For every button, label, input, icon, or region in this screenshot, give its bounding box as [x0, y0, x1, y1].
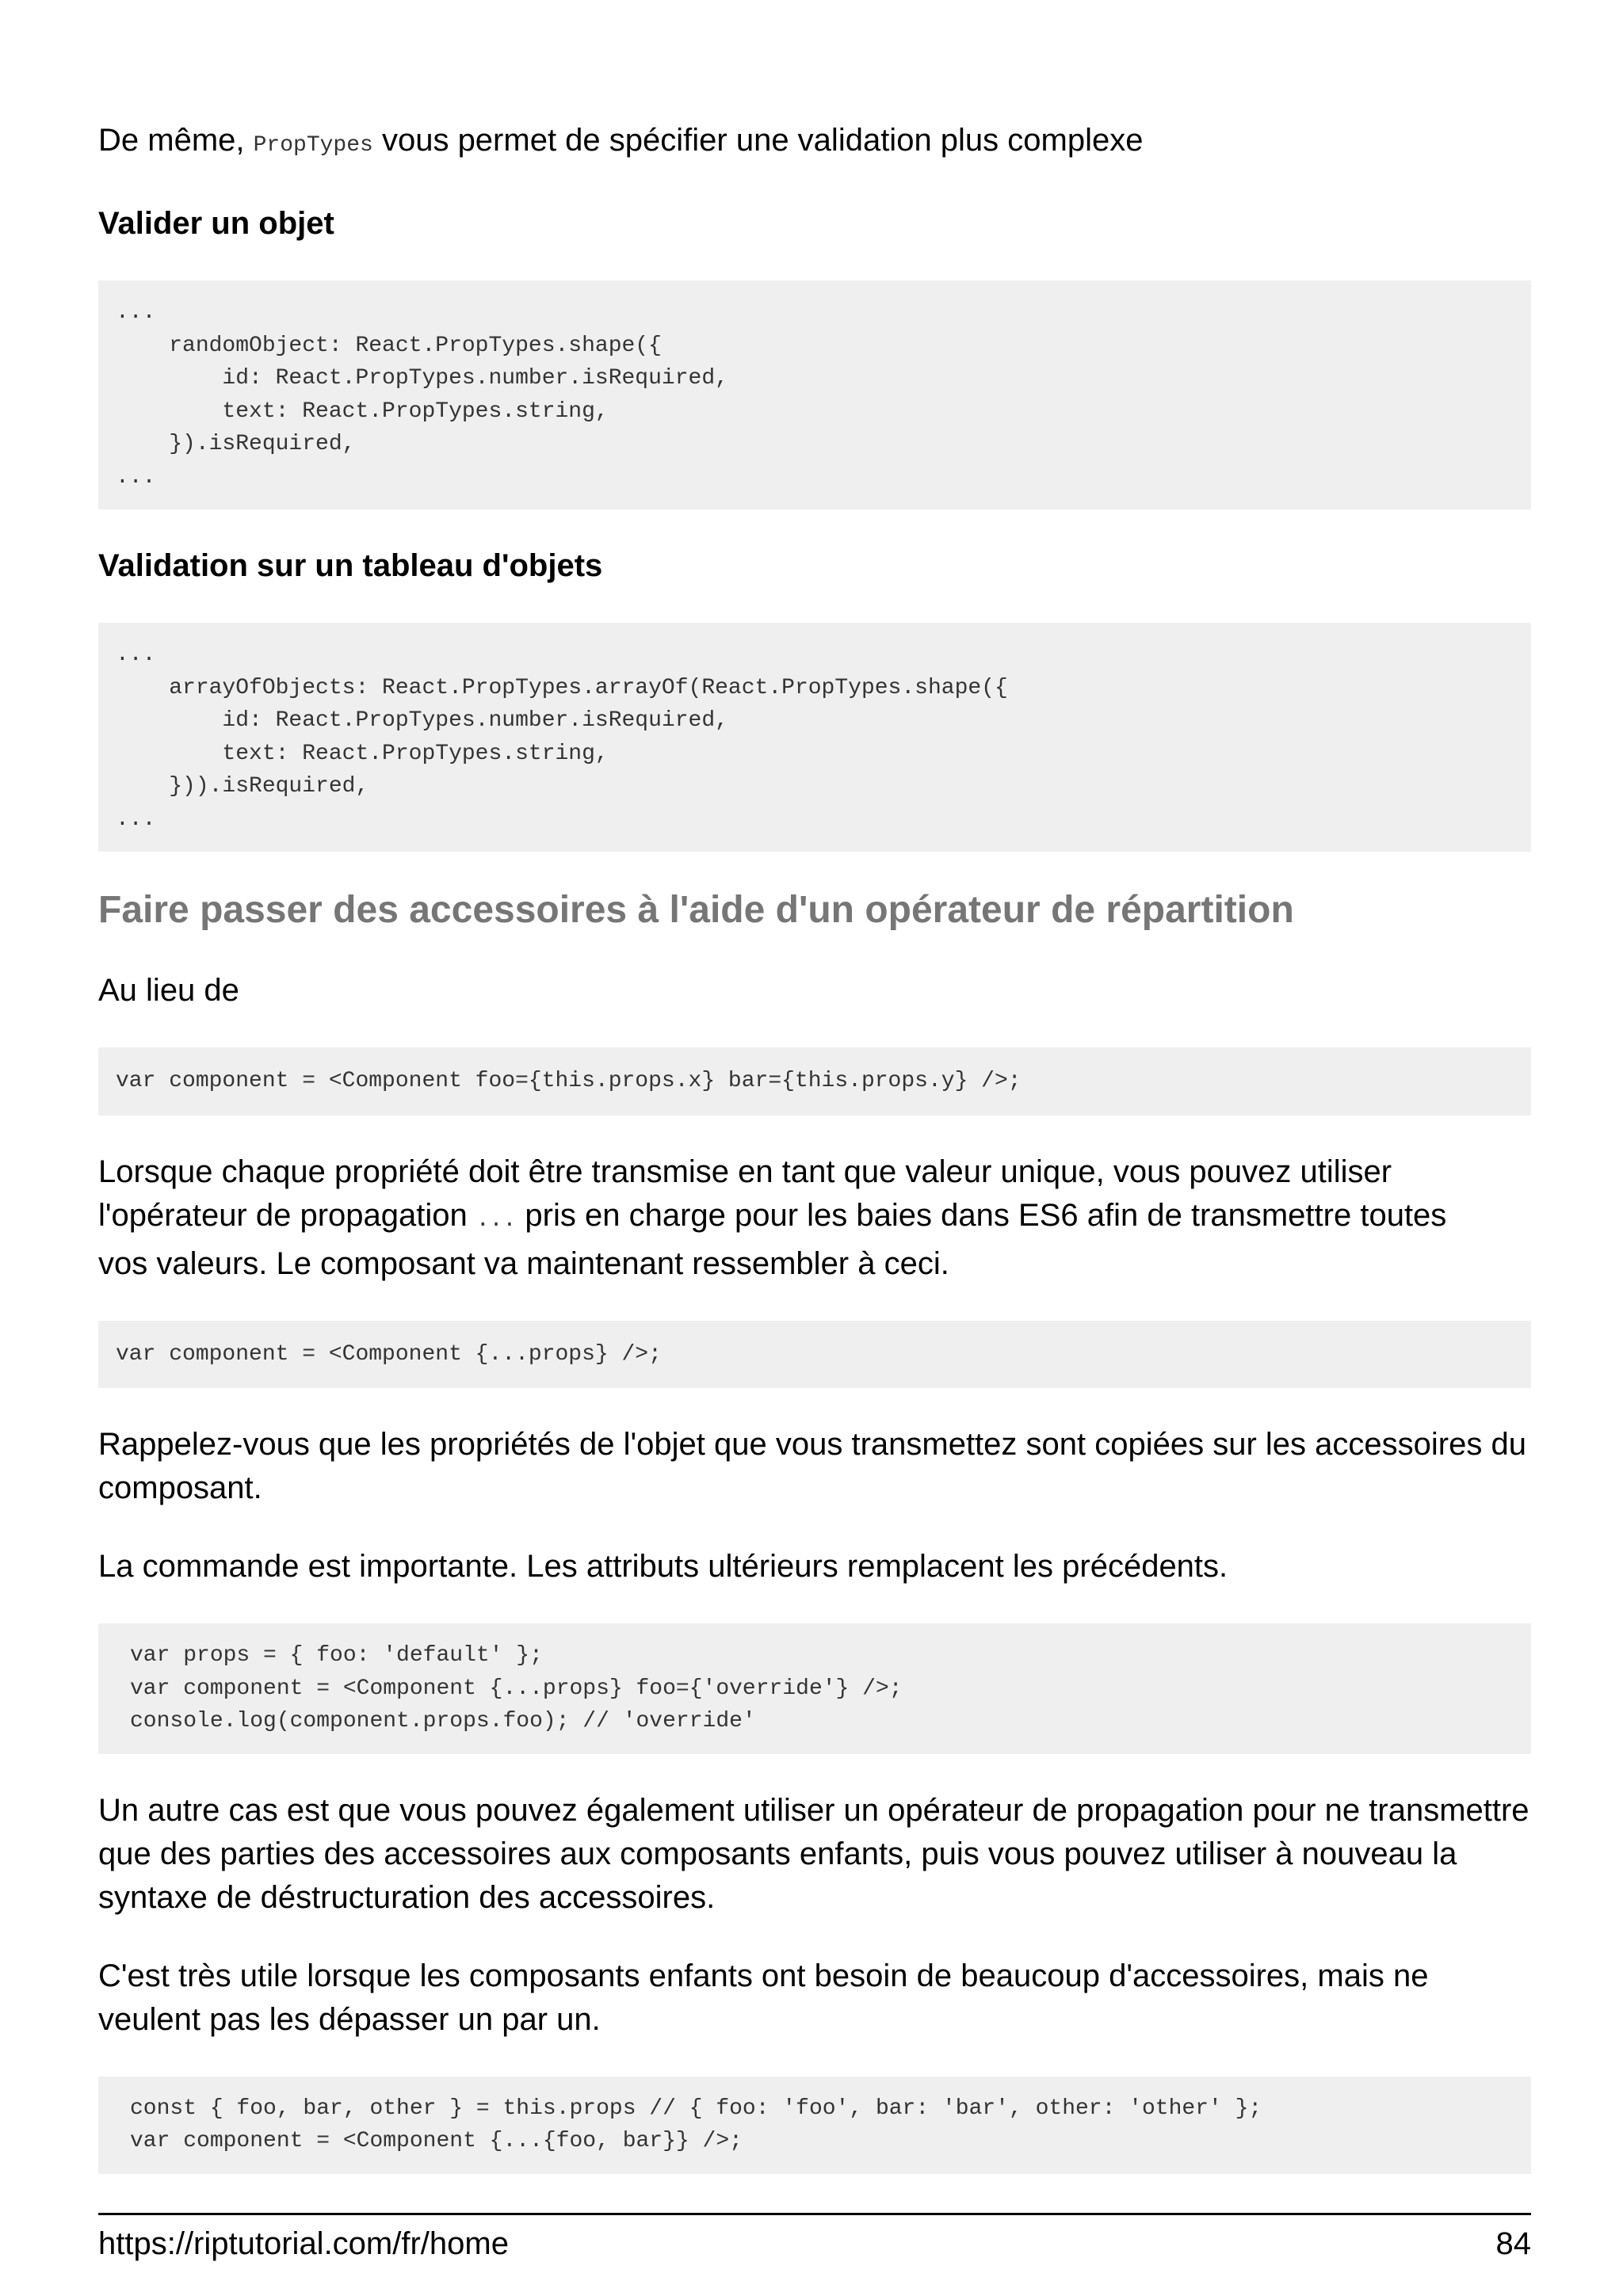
inline-code-ellipsis: ...: [475, 1207, 517, 1233]
paragraph-instead-of: Au lieu de: [98, 973, 239, 1008]
spread-line-1: Lorsque chaque propriété doit être transmise en tant que valeur unique, vous pouvez utiliser: [98, 1154, 1392, 1189]
heading-validate-object: Valider un objet: [98, 206, 334, 241]
code-block-override: var props = { foo: 'default' }; var component = <Component {...props} foo={'override'} />; console.log(component.props.foo); // 'override': [98, 1623, 1531, 1754]
intro-paragraph: [98, 119, 1531, 167]
page-content: [98, 119, 1531, 2209]
spread-line-2a: l'opérateur de propagation: [98, 1197, 476, 1233]
intro-text-after: vous permet de spécifier une validation plus complexe: [372, 123, 1144, 158]
paragraph-spread-operator: [98, 1150, 1531, 1286]
code-block-explicit-props: var component = <Component foo={this.props.x} bar={this.props.y} />;: [98, 1047, 1531, 1116]
inline-code-proptypes: PropTypes: [253, 133, 373, 158]
spread-line-3: vos valeurs. Le composant va maintenant ressembler à ceci.: [98, 1245, 949, 1281]
footer-page-number: 84: [1495, 2226, 1531, 2261]
section-title-spread: Faire passer des accessoires à l'aide d'un opérateur de répartition: [98, 889, 1294, 931]
paragraph-other-case: Un autre cas est que vous pouvez également utiliser un opérateur de propagation pour ne transmettre que des parties des accessoires aux composants enfants, puis vous pouvez utiliser à nouveau la syntaxe de déstructuration des accessoires.: [98, 1792, 1529, 1915]
code-block-destructuring: const { foo, bar, other } = this.props // { foo: 'foo', bar: 'bar', other: 'other' }; var component = <Component {...{foo, bar}} />;: [98, 2077, 1531, 2174]
spread-line-2b: pris en charge pour les baies dans ES6 afin de transmettre toutes: [516, 1197, 1447, 1233]
footer-divider: [98, 2213, 1531, 2215]
paragraph-order: La commande est importante. Les attributs ultérieurs remplacent les précédents.: [98, 1549, 1228, 1584]
code-block-spread-props: var component = <Component {...props} />;: [98, 1321, 1531, 1389]
code-block-array-of-shape: ... arrayOfObjects: React.PropTypes.arrayOf(React.PropTypes.shape({ id: React.PropTypes.number.isRequired, text: React.PropTypes.string, })).isRequired, ...: [98, 623, 1531, 852]
paragraph-remember: Rappelez-vous que les propriétés de l'objet que vous transmettez sont copiées sur les accessoires du composant.: [98, 1427, 1526, 1505]
intro-text-before: De même,: [98, 123, 254, 158]
footer-url: https://riptutorial.com/fr/home: [98, 2226, 509, 2261]
code-block-shape: ... randomObject: React.PropTypes.shape({ id: React.PropTypes.number.isRequired, text: React.PropTypes.string, }).isRequired, ...: [98, 280, 1531, 509]
heading-validate-array: Validation sur un tableau d'objets: [98, 548, 603, 583]
paragraph-useful: C'est très utile lorsque les composants enfants ont besoin de beaucoup d'accessoires, mais ne veulent pas les dépasser un par un.: [98, 1958, 1429, 2037]
